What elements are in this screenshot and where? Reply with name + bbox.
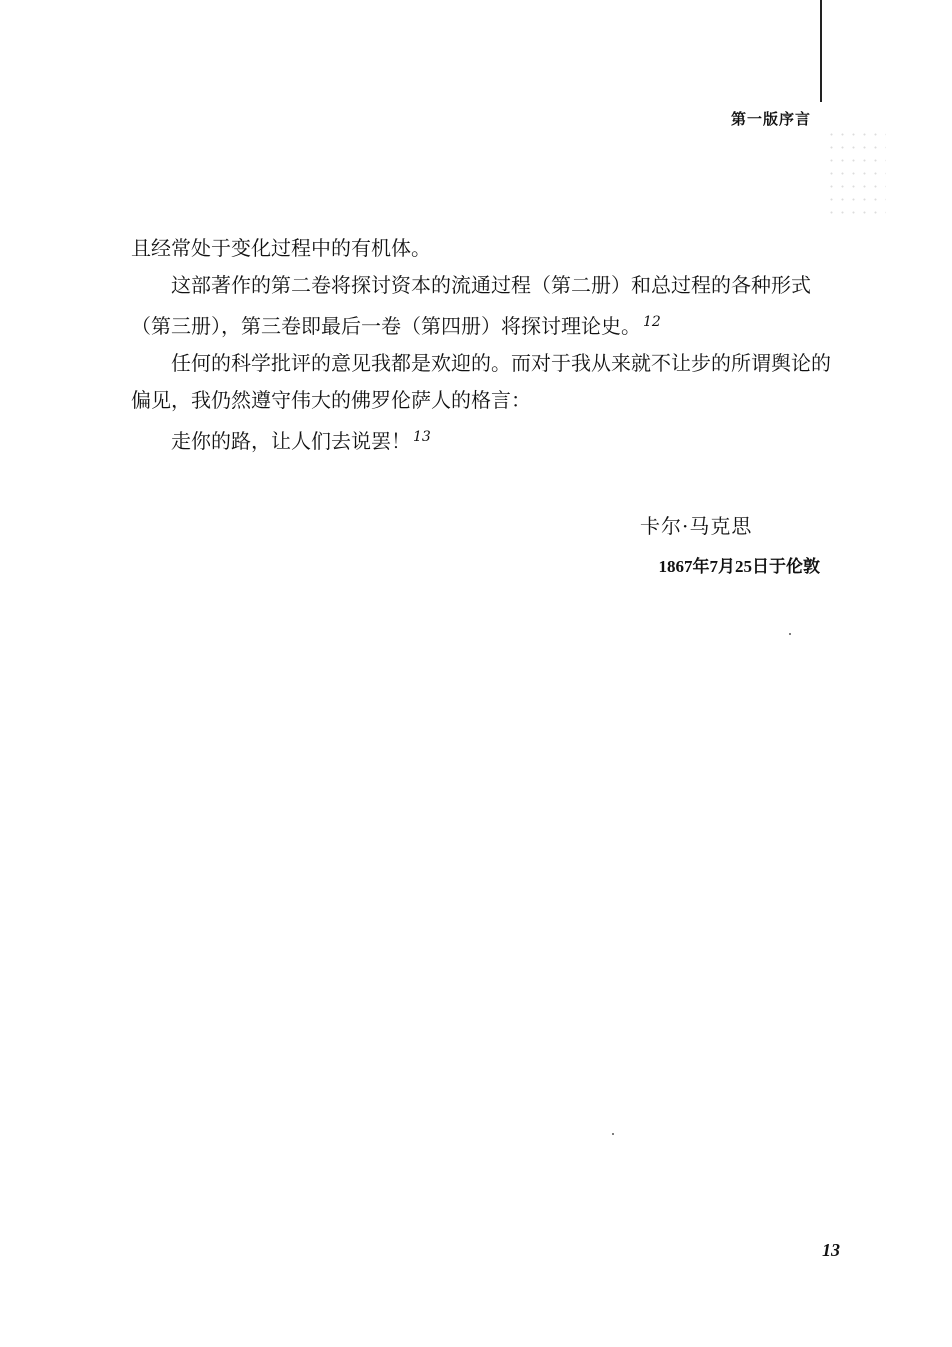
paragraph-criticism [131,345,831,419]
scan-dot [612,1133,614,1135]
paragraph-volumes [131,267,831,345]
signature-name: 卡尔·马克思 [640,514,753,538]
paragraph-continuation [131,230,831,267]
scan-dot [789,633,791,635]
paragraph-text: 任何的科学批评的意见我都是欢迎的。而对于我从来就不让步的所谓舆论的偏见，我仍然遵守伟大的佛罗伦萨人的格言： [131,351,831,412]
page-number: 13 [822,1240,840,1260]
scan-specks [826,128,886,218]
margin-rule [820,0,822,102]
paragraph-text: 这部著作的第二卷将探讨资本的流通过程（第二册）和总过程的各种形式（第三册），第三卷即最后一卷（第四册）将探讨理论史。 [131,273,811,338]
paragraph-text: 走你的路，让人们去说罢！ [171,429,411,453]
body-text [131,230,831,460]
paragraph-text: 且经常处于变化过程中的有机体。 [131,236,431,260]
paragraph-motto [131,419,831,460]
signature-date: 1867年7月25日于伦敦 [658,557,820,576]
footnote-ref[interactable]: 12 [643,314,661,330]
footnote-ref[interactable]: 13 [413,429,431,445]
running-head: 第一版序言 [730,110,811,128]
